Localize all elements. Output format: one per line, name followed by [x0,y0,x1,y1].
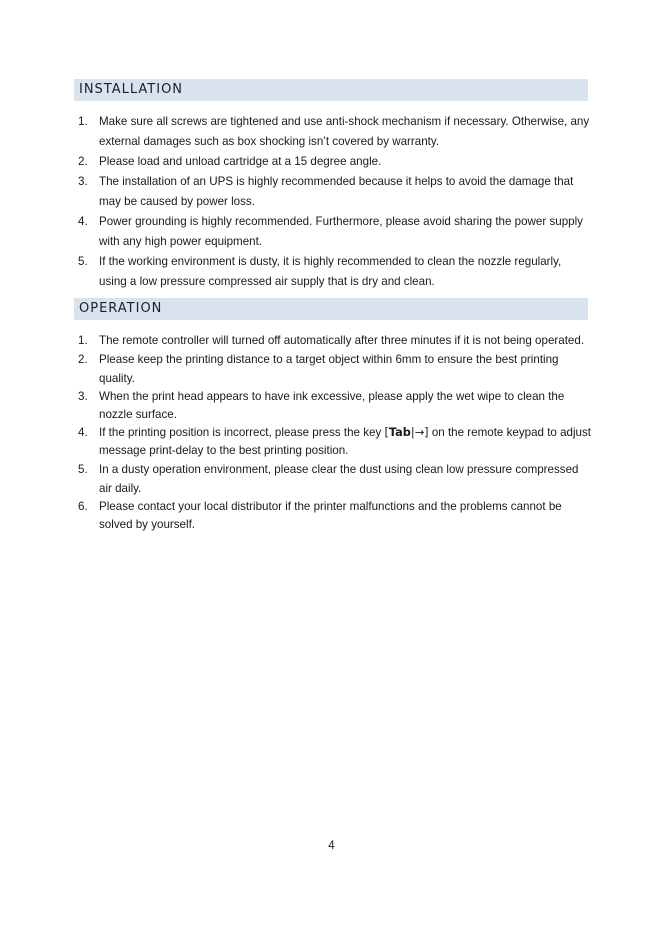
list-item [78,350,592,388]
tab-key-reference [385,426,429,439]
item-text: Power grounding is highly recommended. Furthermore, please avoid sharing the power supply with any high power equipment. [99,215,583,248]
list-item [78,331,592,350]
page-number: 4 [328,840,335,852]
operation-list [78,331,592,534]
list-item [78,252,592,292]
item-text: If the working environment is dusty, it is highly recommended to clean the nozzle regularly, using a low pressure compressed air supply that is dry and clean. [99,255,562,288]
item-number: 4. [78,426,88,439]
item-number: 1. [78,115,88,128]
installation-heading: INSTALLATION [74,79,588,101]
item-text: In a dusty operation environment, please clear the dust using clean low pressure compressed air daily. [99,463,579,495]
key-bracket-close: ] [424,426,429,439]
list-item [78,498,592,534]
list-item [78,212,592,252]
item-text: If the printing position is incorrect, please press the key [99,426,382,439]
item-text: Please load and unload cartridge at a 15 degree angle. [99,155,382,168]
item-number: 2. [78,155,88,168]
installation-list [78,112,592,292]
item-text: The remote controller will turned off automatically after three minutes if it is not being operated. [99,334,585,347]
item-number: 2. [78,353,88,366]
item-text: Please contact your local distributor if the printer malfunctions and the problems cannot be solved by yourself. [99,500,562,531]
item-number: 3. [78,175,88,188]
item-text: Please keep the printing distance to a target object within 6mm to ensure the best printing quality. [99,353,559,385]
list-item [78,388,592,424]
item-number: 5. [78,255,88,268]
item-number: 5. [78,463,88,476]
list-item [78,460,592,498]
list-item [78,112,592,152]
item-text: Make sure all screws are tightened and use anti-shock mechanism if necessary. Otherwise, any external damages such as box shocking isn’t covered by warranty. [99,115,590,148]
operation-heading: OPERATION [74,298,588,320]
item-number: 4. [78,215,88,228]
right-arrow-icon: → [414,426,425,439]
list-item [78,424,592,460]
list-item [78,152,592,172]
item-text: The installation of an UPS is highly recommended because it helps to avoid the damage that may be caused by power loss. [99,175,574,208]
key-bracket-open: [ [384,426,389,439]
item-number: 6. [78,500,88,513]
item-number: 3. [78,390,88,403]
tab-key-label: Tab [388,426,411,439]
key-separator: | [410,426,415,439]
item-text-continued: on the remote keypad to adjust message print-delay to the best printing position. [99,426,592,457]
item-number: 1. [78,334,88,347]
item-text: When the print head appears to have ink excessive, please apply the wet wipe to clean the nozzle surface. [99,390,565,421]
list-item [78,172,592,212]
